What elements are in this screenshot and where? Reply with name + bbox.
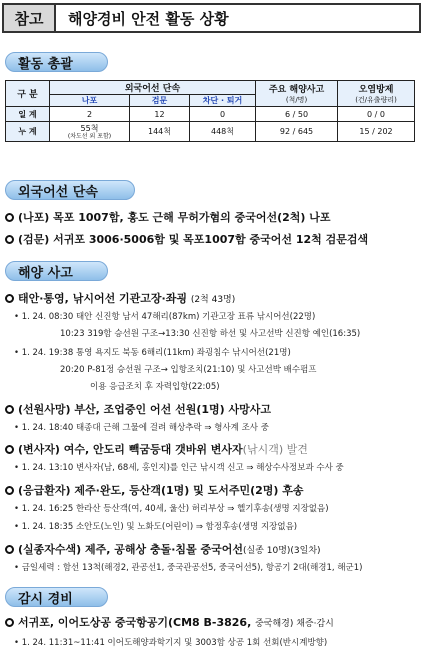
accident-item: [5, 441, 308, 457]
cell-block: 448척: [190, 122, 256, 142]
col-division: 구 분: [6, 81, 50, 107]
cell-inspect: 144척: [130, 122, 190, 142]
circle-bullet-icon: [5, 235, 14, 244]
title-badge: 참고: [4, 5, 56, 31]
accident-item: [5, 541, 321, 557]
cell-accident: 6 / 50: [256, 107, 338, 122]
cell-seized: [50, 122, 130, 142]
patrol-head: 서귀포, 이어도상공 중국항공기(CM8 B-3826,: [18, 616, 252, 629]
cell-pollution: 15 / 202: [338, 122, 415, 142]
col-accident-label: 주요 해양사고: [268, 85, 325, 95]
accident-line: 20:20 P-81정 승선원 구조→ 입항조치(21:10) 및 사고선박 배수펌프: [60, 365, 317, 375]
circle-bullet-icon: [5, 213, 14, 222]
col-accident-unit: (척/명): [285, 96, 308, 104]
foreign-item-text: (나포) 목포 1007함, 홍도 근해 무허가혐의 중국어선(2척) 나포: [18, 211, 331, 224]
circle-bullet-icon: [5, 294, 14, 303]
accident-head: (변사자) 여수, 안도리 빽굼등대 갯바위 변사자: [18, 443, 243, 456]
accident-line: • 1. 24. 16:25 한라산 등산객(여, 40세, 울산) 허리부상 ⇒ 헬기후송(생명 지장없음): [14, 504, 329, 514]
accident-line: • 1. 24. 18:40 태종대 근해 그물에 걸려 해상추락 ⇒ 형사계 조사 중: [14, 423, 269, 433]
accident-item: [5, 290, 235, 306]
patrol-item: [5, 614, 334, 630]
foreign-item-text: (검문) 서귀포 3006·5006함 및 목포1007함 중국어선 12척 검문검색: [18, 233, 369, 246]
accident-head: (응급환자) 제주·완도, 등산객(1명) 및 도서주민(2명) 후송: [18, 484, 304, 497]
accident-tail: (실종 10명)(3일차): [243, 546, 321, 556]
accident-head: 태안·통영, 낚시어선 기관고장·좌굉: [18, 292, 187, 305]
cell-seized-value: 55척: [80, 124, 99, 133]
accident-item: [5, 482, 304, 498]
accident-line: 10:23 319함 승선원 구조→13:30 신진항 하선 및 사고선박 신진항 예인(16:35): [60, 329, 361, 339]
accident-tail: (낚시객) 발견: [242, 443, 308, 456]
circle-bullet-icon: [5, 486, 14, 495]
cell-seized-note: (차도선 외 포함): [67, 133, 112, 140]
cell-pollution: 0 / 0: [338, 107, 415, 122]
cell-block: 0: [190, 107, 256, 122]
section-patrol: 감시 경비: [5, 587, 108, 607]
patrol-line: • 1. 24. 11:31~11:41 이어도해양과학기지 및 3003함 상공 1회 선회(반시계방향): [14, 638, 328, 648]
cell-accident: 92 / 645: [256, 122, 338, 142]
section-accident: 해양 사고: [5, 261, 108, 281]
circle-bullet-icon: [5, 545, 14, 554]
accident-line: • 금일세력 : 함선 13척(해경2, 관공선1, 중국관공선5, 중국어선5), 항공기 2대(해경1, 해군1): [14, 563, 363, 573]
summary-table: [5, 80, 415, 142]
foreign-item: [5, 231, 368, 247]
sub-inspect: 검문: [130, 95, 190, 107]
foreign-item: [5, 209, 331, 225]
accident-line: • 1. 24. 19:38 통영 욕지도 북동 6해리(11km) 좌굉침수 낚시어선(21명): [14, 348, 291, 358]
patrol-tail-note: 중국해경) 채증·감시: [255, 619, 334, 629]
accident-line: • 1. 24. 13:10 변사자(남, 68세, 홍인지)를 인근 낚시객 신고 ⇒ 해상수사정보과 수사 중: [14, 463, 344, 473]
sub-seized: 나포: [50, 95, 130, 107]
group-foreign: 외국어선 단속: [50, 81, 256, 95]
col-accident: [256, 81, 338, 107]
accident-line: 이용 응급조치 후 자력입항(22:05): [90, 382, 220, 392]
title-bar: [2, 3, 421, 33]
accident-line: • 1. 24. 08:30 태안 신진항 남서 47해리(87km) 기관고장 표류 낚시어선(22명): [14, 312, 316, 322]
accident-tail: (2척 43명): [190, 295, 236, 305]
table-row: [6, 107, 415, 122]
cell-inspect: 12: [130, 107, 190, 122]
row-label: 누 계: [6, 122, 50, 142]
accident-line: • 1. 24. 18:35 소안도(노인) 및 노화도(어린이) ⇒ 함정후송(생명 지장없음): [14, 522, 298, 532]
accident-head: (실종자수색) 제주, 공해상 충돌·침몰 중국어선: [18, 543, 243, 556]
col-pollution: [338, 81, 415, 107]
page-title: 해양경비 안전 활동 상황: [68, 9, 229, 28]
col-pollution-unit: (건/유출량리): [355, 96, 397, 104]
section-summary: 활동 총괄: [5, 52, 108, 72]
circle-bullet-icon: [5, 405, 14, 414]
accident-head: (선원사망) 부산, 조업중인 어선 선원(1명) 사망사고: [18, 403, 271, 416]
circle-bullet-icon: [5, 618, 14, 627]
section-foreign: 외국어선 단속: [5, 180, 135, 200]
row-label: 일 계: [6, 107, 50, 122]
sub-block: 차단 · 퇴거: [190, 95, 256, 107]
accident-item: [5, 401, 271, 417]
table-row: [6, 122, 415, 142]
cell-seized: 2: [50, 107, 130, 122]
col-pollution-label: 오염방제: [358, 85, 394, 95]
circle-bullet-icon: [5, 445, 14, 454]
